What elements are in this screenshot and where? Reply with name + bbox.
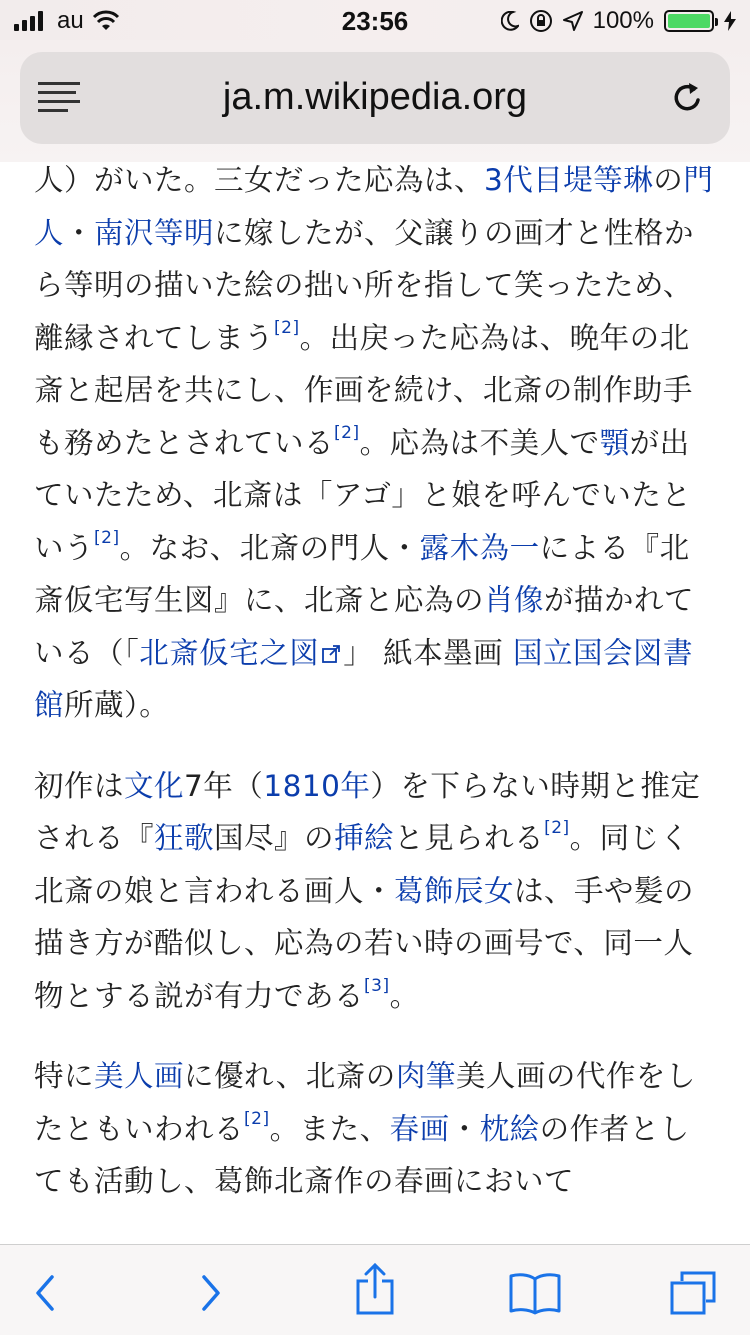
link-shozo[interactable]: 肖像 — [484, 583, 545, 617]
article-body — [34, 138, 718, 1236]
link-monjin[interactable]: 門人 — [34, 163, 714, 250]
link-minamisawa-tomei[interactable]: 南沢等明 — [94, 215, 215, 250]
link-hokusai-kataku-no-zu[interactable]: 北斎仮宅之図 — [139, 635, 320, 670]
tabs-icon[interactable] — [668, 1271, 718, 1315]
address-bar[interactable] — [20, 52, 730, 144]
back-icon[interactable] — [22, 1271, 72, 1315]
paragraph-3: 特に美人画に優れ、北斎の肉筆美人画の代作をしたともいわれる[2]。また、春画・枕絵の作者としても活動し、葛飾北斎作の春画において — [34, 1059, 696, 1198]
charging-icon — [724, 11, 736, 31]
battery-icon — [664, 10, 714, 32]
paragraph-1: 人）がいた。三女だった応為は、3代目堤等琳の門人・南沢等明に嫁したが、父譲りの画才と性格から等明の描いた絵の拙い所を指して笑ったため、離縁されてしまう[2]。出戻った応為は、晩年の北斎と起居を共にし、作画を続け、北斎の制作助手も務めたとされている[2]。応為は不美人で顎が出ていたため、北斎は「アゴ」と娘を呼んでいたという[2]。なお、北斎の門人・露木為一による『北斎仮宅写生図』に、北斎と応為の肖像が描かれている（「北斎仮宅之図 」 紙本墨画 国立国会図書館所蔵）。 — [34, 163, 714, 722]
status-bar — [0, 0, 750, 40]
link-makurae[interactable]: 枕絵 — [479, 1111, 540, 1146]
bookmarks-icon[interactable] — [508, 1271, 562, 1315]
citation-3[interactable]: [3] — [364, 975, 390, 996]
reload-icon[interactable] — [670, 80, 706, 116]
browser-toolbar — [0, 1244, 750, 1335]
citation-2[interactable]: [2] — [334, 422, 360, 443]
browser-header — [0, 40, 750, 162]
link-ndl[interactable]: 国立国会図書館 — [34, 635, 694, 722]
orientation-lock-icon — [529, 9, 553, 33]
external-link-icon[interactable] — [321, 644, 341, 664]
status-time: 23:56 — [341, 6, 409, 36]
link-bijinga[interactable]: 美人画 — [94, 1059, 185, 1093]
link-ago[interactable]: 顎 — [599, 425, 630, 460]
paragraph-2: 初作は文化7年（1810年）を下らない時期と推定される『狂歌国尽』の挿絵と見られる[2]。同じく北斎の娘と言われる画人・葛飾辰女は、手や髪の描き方が酷似し、応為の若い時の画号で、同一人物とする説が有力である[3]。 — [34, 768, 701, 1013]
citation-2[interactable]: [2] — [544, 818, 570, 839]
forward-icon[interactable] — [184, 1271, 234, 1315]
location-icon — [563, 11, 583, 31]
link-3rd-toryu[interactable]: 3代目堤等琳 — [484, 163, 654, 197]
citation-2[interactable]: [2] — [94, 527, 120, 548]
citation-2[interactable]: [2] — [274, 317, 300, 338]
status-right — [501, 7, 736, 35]
link-kyoka[interactable]: 狂歌 — [154, 821, 215, 855]
link-nikuhitsu[interactable]: 肉筆 — [395, 1059, 456, 1093]
url-text[interactable]: ja.m.wikipedia.org — [222, 76, 528, 118]
link-1810[interactable]: 1810年 — [263, 768, 371, 803]
battery-percent: 100% — [592, 7, 654, 34]
link-shunga[interactable]: 春画 — [389, 1111, 450, 1146]
share-icon[interactable] — [350, 1263, 400, 1315]
citation-2[interactable]: [2] — [244, 1108, 270, 1129]
link-tsuyuki-iitsu[interactable]: 露木為一 — [419, 530, 540, 565]
link-katsushika-tatsujo[interactable]: 葛飾辰女 — [394, 873, 515, 908]
moon-icon — [501, 11, 519, 31]
link-sashie[interactable]: 挿絵 — [334, 821, 395, 855]
carrier-label: au — [57, 7, 84, 34]
link-bunka[interactable]: 文化 — [124, 768, 185, 803]
